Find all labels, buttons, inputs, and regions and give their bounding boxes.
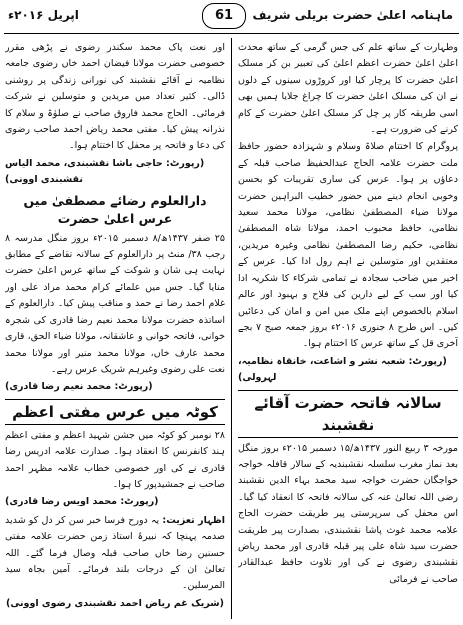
report-credit: (رپورٹ: شعبہ نشر و اشاعت، خانقاہ نظامیہ، لہرولی)	[238, 355, 447, 384]
section-heading: دارالعلوم رضائے مصطفیٰ میں عرس اعلیٰ حضرت	[23, 192, 207, 226]
report-credit: (شریک غم ریاض احمد نقشبندی رضوی اوونی)	[6, 597, 224, 609]
paragraph: ۲۵ صفر ۱۴۳۷ھ/۸ دسمبر ۲۰۱۵ء بروز منگل مدرسہ ۸ رجب ۳۸/ منٹ پر دارالعلوم کے سالانہ تقاضے کے مطابق نہایت ہی شان و شوکت کے ساتھ عرس اعلیٰ حضرت منایا گیا۔ جس میں علمائے کرام محمد مراد علی اور غلام احمد رضا نے حمد و مناقب پیش کیا۔ دارالعلوم کے اساتذہ حضرت مولانا محمد نعیم رضا قادری کی شجرہ خوانی، فاتحہ خوانی و عاشقانہ، مولانا ضیاء الحق، قاری محمد عارف خاں، مولانا محمد منیر اور مولانا محمد نعت علی رضوی وغیرہم شریک عرس رہے۔	[5, 232, 225, 375]
section-heading: کوٹہ میں عرس مفتی اعظم	[5, 399, 225, 425]
column-divider	[231, 38, 232, 619]
section-heading: سالانہ فاتحہ حضرت آقائے نقشبند	[238, 390, 458, 438]
magazine-title: ماہنامہ اعلیٰ حضرت بریلی شریف	[252, 8, 453, 22]
condolence-label: اظہار تعزیت:	[162, 514, 225, 526]
paragraph: پروگرام کا اختتام صلاۃ وسلام و شہزادہ حضور حافظ ملت حضرت علامہ الحاج عبدالحفیظ صاحب قبلہ کے دعاؤں پر ہوا۔ عرس کی ساری تقریبات کو بحسن وخوبی انجام دینے میں حضور خطیب البراہین حضرت مولانا ضیاء المصطفیٰ نظامی، مولانا محمد سعید نظامی، حافظ محبوب احمد، مولانا شاہ المصطفیٰ نظامی، حکیم رضا المصطفیٰ نظامی وغیرہ مریدین، معتقدین اور متوسلین نے اہم رول ادا کیا۔ عرس کے اخیر میں صاحب سجادہ نے تمامی شرکاء کا شکریہ ادا کیا اور سب کے لیے دارین کی فلاح و بہبود اور عالم اسلام بالخصوص اپنے ملک میں امن و امان کی دعائیں کیں۔ اس طرح ۸ جنوری ۲۰۱۶ء بروز جمعہ صبح ۷ بجے آخری قل کے ساتھ عرس کا اختتام ہوا۔	[238, 141, 458, 350]
paragraph: وطہارت کے ساتھ علم کی جس گرمی کے ساتھ محدث اعلیٰ اعلیٰ حضرت اعظم اعلیٰ کی تعبیر بن کر مسلک اعلیٰ حضرت کا پرچار کیا اور کروڑوں سینوں کے دلوں نے ان کی مسلک اعلیٰ حضرت کا چراغ جلایا ہمیں بھی اسی طریقہ کار پر چل کر مسلک اعلیٰ حضرت کے کام کرنے کی ضرورت ہے۔	[238, 42, 458, 136]
condolence-text: یہ دورح فرسا خبر سن کر دل کو شدید صدمہ پہنچا کہ نبیرۂ استاذ زمن حضرت علامہ مفتی حسنین رضا خاں صاحب قبلہ وصال فرما گئے۔ اللہ تعالیٰ ان کے درجات بلند فرمائے۔ آمین بجاہ سید المرسلین۔	[5, 514, 225, 592]
paragraph: مورخہ ۳ ربیع النور ۱۴۳۷ھ/۱۵ دسمبر ۲۰۱۵ء بروز منگل بعد نماز مغرب سلسلہ نقشبندیہ کے سالار قافلہ خواجہ خواجگان حضرت خواجہ سید محمد بہاء الدین نقشبند رضی اللہ تعالیٰ عنہ کی سالانہ فاتحہ کا انعقاد کیا گیا۔ اس محفل کی سرپرستی پیر طریقت حضرت الحاج علامہ محمد غوث پاشا نقشبندی، بصدارت پیر طریقت حضرت سید شاہ علی پیر قبلہ قادری اور محمد ریاض نقشبندی رضوی نے کی اور تلاوت حافظ عبدالقادر صاحب نے فرمائی	[238, 442, 458, 585]
report-credit: (رپورٹ: محمد اویس رضا قادری)	[5, 496, 159, 508]
right-column	[238, 40, 458, 620]
report-credit: (رپورٹ: حاجی باشا نقشبندی، محمد الیاس نقشبندی اوونی)	[5, 157, 205, 186]
issue-date: اپریل ۲۰۱۶ء	[8, 8, 79, 22]
report-credit: (رپورٹ: محمد نعیم رضا قادری)	[5, 381, 153, 393]
page-header	[4, 3, 459, 34]
paragraph: اور نعت پاک محمد سکندر رضوی نے پڑھی مقرر خصوصی حضرت مولانا فیضان احمد خاں رضوی جامعہ نظامیہ نے آقائے نقشبند کی نورانی زندگی پر روشنی ڈالی۔ کثیر تعداد میں مریدین و متوسلین نے شرکت فرمائی۔ الحاج محمد فاروق صاحب نے صلوٰۃ و سلام کا نذرانہ پیش کیا۔ مفتی محمد ریاض احمد صاحب رضوی کی دعا و فاتحہ پر محفل کا اختتام ہوا۔	[5, 42, 225, 152]
left-column	[5, 40, 225, 620]
condolence-notice	[5, 513, 225, 595]
page-number-badge: 61	[202, 3, 246, 29]
paragraph: ۲۸ نومبر کو کوٹہ میں جشن شہید اعظم و مفتی اعظم ہند کانفرنس کا انعقاد ہوا۔ صدارت علامہ ادریس رضا قادری نے کی اور خصوصی خطاب علامہ مظہر احمد صاحب نے جمشیدپور کا ہوا۔	[5, 429, 225, 490]
